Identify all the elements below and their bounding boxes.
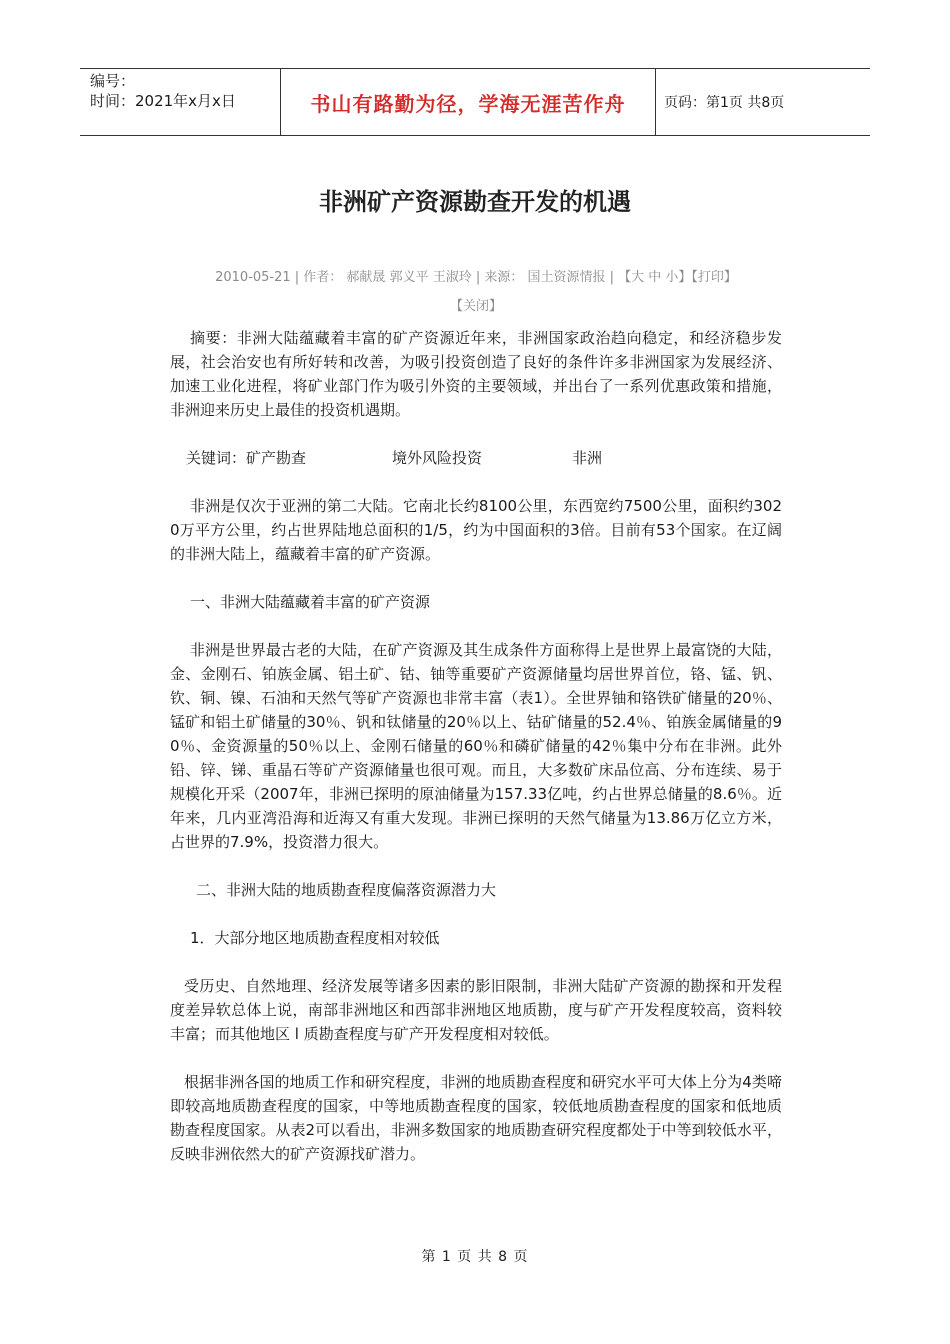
article-meta (170, 263, 782, 321)
number-label: 编号： (90, 72, 136, 90)
subsection-heading-1: 1．大部分地区地质勘查程度相对较低 (190, 929, 440, 947)
paragraph-2: 非洲是世界最古老的大陆，在矿产资源及其生成条件方面称得上是世界上最富饶的大陆，金、金刚石、铂族金属、铝土矿、钴、铀等重要矿产资源储量均居世界首位，铬、锰、钒、钦、铜、镍、石油和天然气等矿产资源也非常丰富（表1）。全世界铀和铬铁矿储量的20％、锰矿和铝土矿储量的30％、钒和钛储量的20％以上、钴矿储量的52.4％、铂族金属储量的90％、金资源量的50％以上、金刚石储量的60％和磷矿储量的42％集中分布在非洲。此外铅、锌、锑、重晶石等矿产资源储量也很可观。而且，大多数矿床品位高、分布连续、易于规模化开采（2007年，非洲已探明的原油储量为157.33亿吨，约占世界总储量的8.6％。近年来，几内亚湾沿海和近海又有重大发现。非洲已探明的天然气储量为13.86万亿立方米，占世界的7.9%，投资潜力很大。 (170, 641, 782, 851)
meta-line-2: 【关闭】 (449, 299, 502, 314)
abstract-paragraph: 摘要：非洲大陆蕴藏着丰富的矿产资源近年来，非洲国家政治趋向稳定，和经济稳步发展，社会治安也有所好转和改善，为吸引投资创造了良好的条件许多非洲国家为发展经济、加速工业化进程，将矿业部门作为吸引外资的主要领域，并出台了一系列优惠政策和措施，非洲迎来历史上最佳的投资机遇期。 (170, 329, 782, 419)
section-heading-1: 一、非洲大陆蕴藏着丰富的矿产资源 (190, 593, 431, 611)
motto-text: 书山有路勤为径，学海无涯苦作舟 (310, 91, 626, 116)
article-title: 非洲矿产资源勘查开发的机遇 (319, 188, 631, 216)
section-heading-2: 二、非洲大陆的地质勘查程度偏落资源潜力大 (196, 881, 497, 899)
paragraph-4: 根据非洲各国的地质工作和研究程度，非洲的地质勘查程度和研究水平可大体上分为4类啼即较高地质勘查程度的国家，中等地质勘查程度的国家，较低地质勘查程度的国家和低地质勘查程度国家。从表2可以看出，非洲多数国家的地质勘查研究程度都处于中等到较低水平，反映非洲依然大的矿产资源找矿潜力。 (170, 1073, 782, 1163)
page-footer: 第 1 页 共 8 页 (421, 1249, 529, 1265)
page-info: 页码：第1页 共8页 (664, 95, 785, 111)
keyword-2: 境外风险投资 (392, 449, 483, 467)
paragraph-3: 受历史、自然地理、经济发展等诸多因素的影旧限制，非洲大陆矿产资源的勘探和开发程度差异软总体上说，南部非洲地区和西部非洲地区地质勘，度与矿产开发程度较高，资料较丰富；而其他地区 l 质勘查程度与矿产开发程度相对较低。 (170, 977, 782, 1043)
keywords-line (170, 446, 782, 470)
keyword-label: 关键词：矿产勘查 (186, 449, 307, 467)
paragraph-1: 非洲是仅次于亚洲的第二大陆。它南北长约8100公里，东西宽约7500公里，面积约3020万平方公里，约占世界陆地总面积的1/5，约为中国面积的3倍。目前有53个国家。在辽阔的非洲大陆上，蕴藏着丰富的矿产资源。 (170, 497, 782, 563)
header-page-cell (656, 69, 870, 135)
time-label: 时间：2021年x月x日 (90, 92, 236, 110)
header-table (80, 68, 870, 136)
header-motto-cell (281, 69, 656, 135)
header-info-cell (80, 69, 281, 135)
keyword-3: 非洲 (572, 449, 603, 467)
article-body (170, 326, 782, 1190)
meta-line-1: 2010-05-21 | 作者： 郝献晟 郭义平 王淑玲 | 来源： 国土资源情报 | 【大 中 小】【打印】 (215, 270, 737, 285)
